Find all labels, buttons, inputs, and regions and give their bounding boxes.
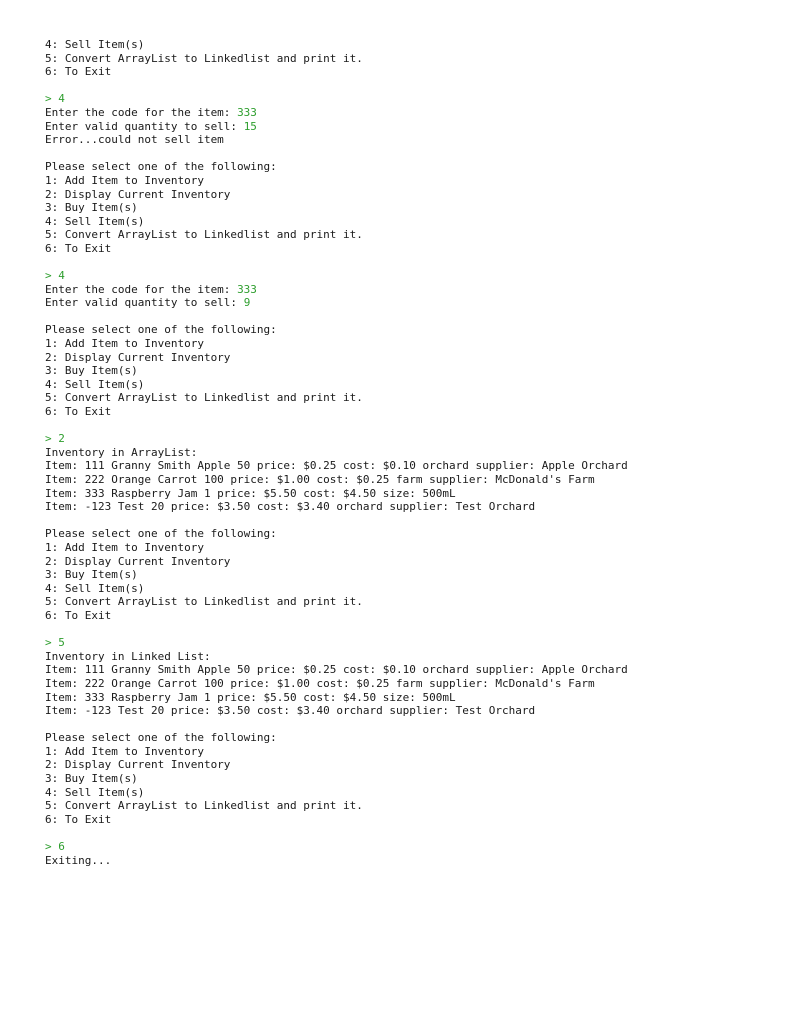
console-line: 1: Add Item to Inventory — [45, 540, 204, 554]
blank-line — [45, 623, 745, 637]
input-request-line — [45, 106, 745, 120]
console-line: 4: Sell Item(s) — [45, 38, 145, 51]
console-line: 3: Buy Item(s) — [45, 568, 138, 582]
console-line: 2: Display Current Inventory — [45, 554, 231, 568]
console-line: 5: Convert ArrayList to Linkedlist and print it. — [45, 391, 363, 405]
prompt-line — [45, 432, 745, 446]
prompt-line — [45, 636, 745, 650]
user-input: 2 — [58, 432, 65, 446]
console-line: 1: Add Item to Inventory — [45, 744, 204, 758]
console-line: 3: Buy Item(s) — [45, 201, 138, 215]
user-input: 9 — [243, 296, 251, 310]
prompt-symbol: > — [45, 92, 59, 106]
console-line: 5: Convert ArrayList to Linkedlist and print it. — [45, 228, 363, 242]
blank-line — [45, 256, 745, 270]
prompt-symbol: > — [45, 840, 59, 854]
console-line: 6: To Exit — [45, 812, 112, 826]
blank-line — [45, 147, 745, 161]
input-label: Enter valid quantity to sell: — [45, 296, 244, 310]
console-line: Item: 111 Granny Smith Apple 50 price: $0.25 cost: $0.10 orchard supplier: Apple Orchard — [45, 663, 628, 677]
console-line: 1: Add Item to Inventory — [45, 337, 204, 351]
console-output — [45, 38, 745, 867]
blank-line — [45, 514, 745, 528]
prompt-symbol: > — [45, 269, 59, 283]
console-line: Please select one of the following: — [45, 160, 277, 174]
console-line: 5: Convert ArrayList to Linkedlist and print it. — [45, 595, 363, 609]
console-line: Item: 333 Raspberry Jam 1 price: $5.50 cost: $4.50 size: 500mL — [45, 486, 456, 500]
console-line: Exiting... — [45, 853, 112, 867]
console-line: 3: Buy Item(s) — [45, 364, 138, 378]
input-label: Enter the code for the item: — [45, 282, 238, 296]
console-line: 3: Buy Item(s) — [45, 772, 138, 786]
blank-line — [45, 718, 745, 732]
prompt-line — [45, 92, 745, 106]
blank-line — [45, 310, 745, 324]
user-input: 333 — [237, 105, 257, 119]
console-line: Item: 333 Raspberry Jam 1 price: $5.50 cost: $4.50 size: 500mL — [45, 690, 456, 704]
prompt-symbol: > — [45, 432, 59, 446]
input-request-line — [45, 283, 745, 297]
console-line: 2: Display Current Inventory — [45, 758, 231, 772]
console-line: 4: Sell Item(s) — [45, 785, 145, 799]
blank-line — [45, 419, 745, 433]
input-request-line — [45, 120, 745, 134]
console-line: Please select one of the following: — [45, 527, 277, 541]
console-line: Item: -123 Test 20 price: $3.50 cost: $3.40 orchard supplier: Test Orchard — [45, 500, 536, 514]
console-line: 2: Display Current Inventory — [45, 350, 231, 364]
user-input: 4 — [58, 92, 65, 106]
console-line: 5: Convert ArrayList to Linkedlist and print it. — [45, 799, 363, 813]
blank-line — [45, 79, 745, 93]
console-line: 4: Sell Item(s) — [45, 377, 145, 391]
console-line: 1: Add Item to Inventory — [45, 173, 204, 187]
user-input: 15 — [243, 119, 257, 133]
console-line: Inventory in Linked List: — [45, 649, 211, 663]
console-line: 6: To Exit — [45, 405, 112, 419]
console-line: Item: 222 Orange Carrot 100 price: $1.00 cost: $0.25 farm supplier: McDonald's Farm — [45, 676, 595, 690]
console-line: 6: To Exit — [45, 65, 112, 79]
console-line: 6: To Exit — [45, 241, 112, 255]
blank-line — [45, 826, 745, 840]
prompt-line — [45, 840, 745, 854]
user-input: 6 — [58, 840, 65, 854]
console-line: Item: 111 Granny Smith Apple 50 price: $0.25 cost: $0.10 orchard supplier: Apple Orchard — [45, 459, 628, 473]
console-line: Error...could not sell item — [45, 133, 224, 147]
user-input: 4 — [58, 269, 65, 283]
user-input: 5 — [58, 636, 65, 650]
console-line: 4: Sell Item(s) — [45, 214, 145, 228]
console-line: 4: Sell Item(s) — [45, 581, 145, 595]
console-line: 6: To Exit — [45, 608, 112, 622]
console-line: Item: -123 Test 20 price: $3.50 cost: $3.40 orchard supplier: Test Orchard — [45, 704, 536, 718]
user-input: 333 — [237, 282, 257, 296]
input-label: Enter valid quantity to sell: — [45, 119, 244, 133]
console-line: Please select one of the following: — [45, 323, 277, 337]
input-request-line — [45, 296, 745, 310]
console-line: 5: Convert ArrayList to Linkedlist and print it. — [45, 51, 363, 65]
prompt-symbol: > — [45, 636, 59, 650]
console-line: Inventory in ArrayList: — [45, 445, 198, 459]
input-label: Enter the code for the item: — [45, 105, 238, 119]
console-line: 2: Display Current Inventory — [45, 187, 231, 201]
prompt-line — [45, 269, 745, 283]
console-line: Item: 222 Orange Carrot 100 price: $1.00 cost: $0.25 farm supplier: McDonald's Farm — [45, 473, 595, 486]
console-line: Please select one of the following: — [45, 731, 277, 745]
